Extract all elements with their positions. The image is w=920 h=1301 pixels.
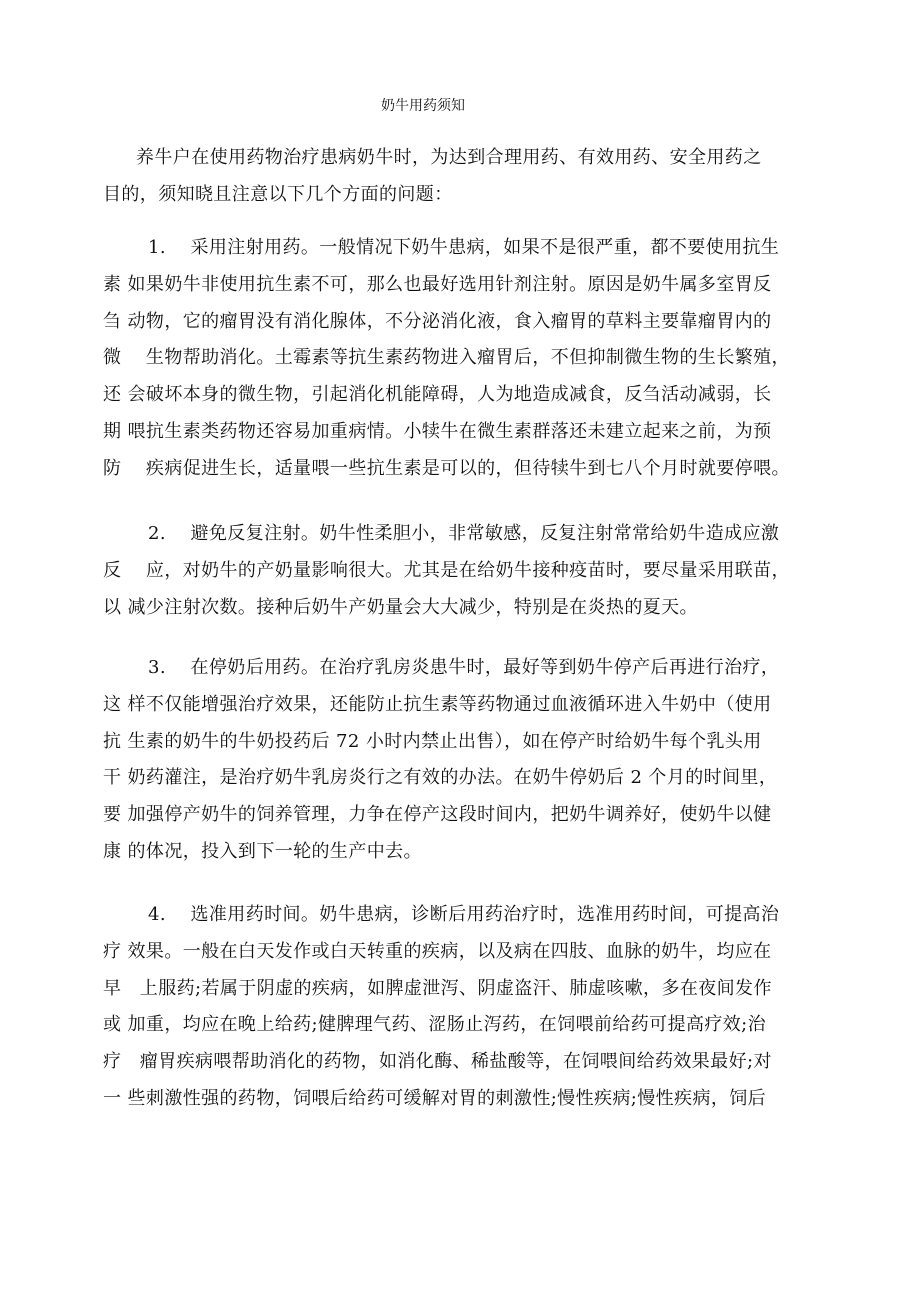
paragraph-line: 目的，须知晓且注意以下几个方面的问题： (103, 183, 453, 205)
section-2 (103, 516, 823, 626)
intro-paragraph (103, 140, 823, 214)
paragraph-line: 养牛户在使用药物治疗患病奶牛时，为达到合理用药、有效用药、安全用药之 (136, 147, 762, 168)
paragraph-line: 以 减少注射次数。接种后奶牛产奶量会大大减少，特别是在炎热的夏天。 (103, 596, 698, 618)
paragraph-line: 早 上服药;若属于阴虚的疾病，如脾虚泄泻、阴虚盗汗、肺虚咳嗽，多在夜间发作 (103, 977, 772, 999)
paragraph-line: 防 疾病促进生长，适量喂一些抗生素是可以的，但待犊牛到七八个月时就要停喂。 (103, 457, 790, 479)
paragraph-line: 抗 生素的奶牛的牛奶投药后 72 小时内禁止出售），如在停产时给奶牛每个乳头用 (103, 730, 762, 752)
paragraph-line: 要 加强停产奶牛的饲养管理，力争在停产这段时间内，把奶牛调养好，使奶牛以健 (103, 804, 772, 826)
paragraph-line: 反 应，对奶牛的产奶量影响很大。尤其是在给奶牛接种疫苗时，要尽量采用联苗， (103, 559, 790, 581)
paragraph-line: 素 如果奶牛非使用抗生素不可，那么也最好选用针剂注射。原因是奶牛属多室胃反 (103, 273, 772, 295)
paragraph-line: 期 喂抗生素类药物还容易加重病情。小犊牛在微生素群落还未建立起来之前，为预 (103, 420, 772, 442)
paragraph-line: 一 些刺激性强的药物，饲喂后给药可缓解对胃的刺激性;慢性疾病;慢性疾病，饲后 (103, 1087, 767, 1109)
paragraph-line: 刍 动物，它的瘤胃没有消化腺体，不分泌消化液，食入瘤胃的草料主要靠瘤胃内的 (103, 310, 772, 332)
paragraph-line: 干 奶药灌注，是治疗奶牛乳房炎行之有效的办法。在奶牛停奶后 2 个月的时间里， (103, 767, 778, 789)
document-title: 奶牛用药须知 (381, 98, 465, 114)
paragraph-line: 还 会破坏本身的微生物，引起消化机能障碍，人为地造成减食，反刍活动减弱，长 (103, 384, 772, 406)
section-4 (103, 897, 823, 1118)
paragraph-line: 3. 在停奶后用药。在治疗乳房炎患牛时，最好等到奶牛停产后再进行治疗， (148, 657, 780, 678)
paragraph-line: 2. 避免反复注射。奶牛性柔胆小，非常敏感，反复注射常常给奶牛造成应激 (148, 523, 780, 544)
paragraph-line: 微 生物帮助消化。土霉素等抗生素药物进入瘤胃后，不但抑制微生物的生长繁殖， (103, 347, 790, 369)
paragraph-line: 这 样不仅能增强治疗效果，还能防止抗生素等药物通过血液循环进入牛奶中（使用 (103, 693, 772, 715)
section-1 (103, 230, 823, 488)
paragraph-line: 1. 采用注射用药。一般情况下奶牛患病，如果不是很严重，都不要使用抗生 (148, 237, 780, 258)
paragraph-line: 4. 选准用药时间。奶牛患病，诊断后用药治疗时，选准用药时间，可提高治 (148, 904, 780, 925)
section-3 (103, 650, 823, 871)
paragraph-line: 疗 瘤胃疾病喂帮助消化的药物，如消化酶、稀盐酸等，在饲喂间给药效果最好;对 (103, 1051, 772, 1073)
paragraph-line: 疗 效果。一般在白天发作或白天转重的疾病，以及病在四肢、血脉的奶牛，均应在 (103, 940, 772, 962)
paragraph-line: 或 加重，均应在晚上给药;健脾理气药、涩肠止泻药，在饲喂前给药可提高疗效;治 (103, 1014, 767, 1036)
paragraph-line: 康 的体况，投入到下一轮的生产中去。 (103, 840, 422, 862)
